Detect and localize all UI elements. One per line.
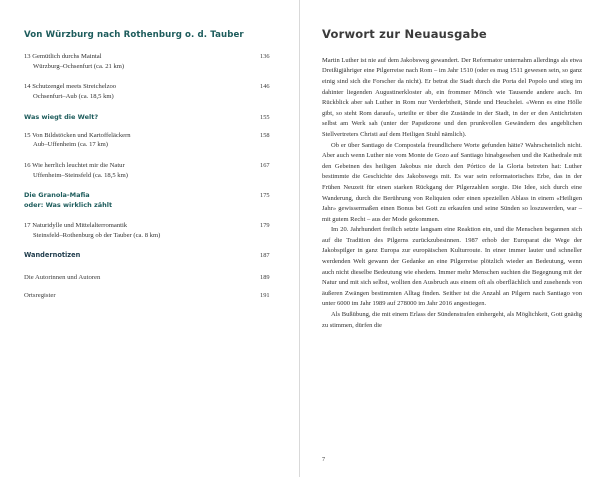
toc-entry[interactable] (24, 52, 278, 71)
toc-entry[interactable] (24, 161, 278, 180)
toc-entry-labels (24, 113, 260, 122)
toc-entry-labels (24, 273, 260, 283)
toc-entry-subtitle: oder: Was wirklich zählt (24, 200, 113, 209)
toc-entry-title: 16 Wie herrlich leuchtet mir die Natur (24, 162, 125, 170)
toc-entry-labels (24, 291, 260, 301)
toc-entry-labels (24, 131, 260, 150)
toc-entry-page: 167 (260, 162, 270, 170)
paragraph: Ob er über Santiago de Compostela freundlichere Worte gefunden hätte? Wahrscheinlich nicht. Aber auch wenn Luther nie vom Monte de Gozo auf Santiago hinabgesehen und die Kathedrale mit den Gebeinen des heiligen Jakobus nie durch den Pórtico de la Gloria betreten hat: Luther bestimmte die Geschichte des Jakobswegs mit. Es war sein reformatorisches Erbe, das in der Frühen Neuzeit für einen starken Rückgang der Pilgerzahlen sorgte. Die Idee, sich durch eine Wanderung, durch die Berührung von Reliquien oder einen speziellen Ablass in einem «Heiligen Jahr» gewissermaßen einen Bonus bei Gott zu erkaufen und seine Sünden so loszuwerden, war – mit gutem Recht – aus der Mode gekommen. (322, 141, 582, 223)
toc-entry[interactable] (24, 221, 278, 240)
toc-entry-subtitle: Würzburg–Ochsenfurt (ca. 21 km) (33, 62, 125, 70)
toc-entry-backmatter[interactable] (24, 273, 278, 283)
toc-entry-interlude[interactable] (24, 191, 278, 210)
toc-entry-backmatter[interactable] (24, 291, 278, 301)
paragraph: Martin Luther ist nie auf dem Jakobsweg gewandert. Der Reformator unternahm allerdings als etwa Dreißigjähriger eine Pilgerreise nach Rom – im Jahr 1510 (oder es mag 1511 gewesen sein, so ganz einig sind sich die Forscher da nicht). Er betrat die Stadt durch die Porta del Popolo und stieg im dahinter liegenden Augustinerkloster ab, ein frommer Mönch wie Tausende andere auch. Im Rückblick aber sah Luther in Rom nur Verderbtheit, Sünde und Heuchelei. «Wenn es eine Hölle gibt, so steht Rom darauf», urteilte er über die Zustände in der Stadt, in der er den Antichristen selbst am Werk sah (unter der Papstkrone und den prunkvollen Gewändern des angeblichen Stellvertreters Christi auf dem Heiligen Stuhl nämlich). (322, 56, 582, 138)
page-title: Vorwort zur Neuausgabe (322, 27, 487, 41)
toc-entry-labels (24, 52, 260, 71)
toc-entry-labels (24, 82, 260, 101)
toc-entry-title: 14 Schutzengel meets Streichelzoo (24, 83, 117, 91)
foreword-page (300, 0, 600, 477)
toc-entry[interactable] (24, 82, 278, 101)
toc-entry-page: 155 (260, 113, 270, 121)
toc-entry-labels (24, 161, 260, 180)
toc-entry-page: 187 (260, 252, 270, 260)
toc-entry-page: 146 (260, 83, 270, 91)
toc-entry-subtitle: Uffenheim–Steinsfeld (ca. 18,5 km) (33, 171, 128, 179)
toc-entry-page: 191 (260, 292, 270, 300)
toc-entry-labels (24, 251, 260, 261)
toc-list (24, 52, 278, 301)
toc-entry-backmatter[interactable] (24, 251, 278, 261)
toc-entry-title: Wandernotizen (24, 251, 81, 260)
toc-entry-labels (24, 191, 260, 210)
toc-entry-title: 17 Naturidylle und Mittelalterromantik (24, 221, 128, 229)
toc-entry-labels (24, 221, 260, 240)
page-gutter-divider (299, 0, 300, 477)
toc-entry-subtitle: Ochsenfurt–Aub (ca. 18,5 km) (33, 92, 114, 100)
toc-entry-title: Ortsregister (24, 292, 56, 300)
paragraph: Im 20. Jahrhundert freilich setzte langsam eine Reaktion ein, und die Menschen begannen sich auf die Tradition des Pilgerns zurückzubesinnen. 1987 erhob der Europarat die Wege der Jakobspilger in ganz Europa zur europäischen Kulturroute. In einer immer lauter und schneller werdenden Welt gewann der Gedanke an eine Pilgerreise plötzlich wieder an Bedeutung, wenn auch nicht dieselbe Bedeutung wie ehedem. Immer mehr Menschen suchten die Begegnung mit der Natur und mit sich selbst, wollten den Ausbruch aus einem oft als oberflächlich und zusehends von äußeren Zwängen bestimmten Alltag finden. Seither ist die Anzahl an Pilgern nach Santiago von unter 6000 im Jahr 1989 auf 278000 im Jahr 2016 angestiegen. (322, 226, 582, 308)
toc-entry-page: 136 (260, 53, 270, 61)
toc-entry-subtitle: Steinsfeld–Rothenburg ob der Tauber (ca. 8 km) (33, 231, 161, 239)
toc-entry-title: Die Granola-Mafia (24, 191, 90, 200)
toc-entry-page: 189 (260, 273, 270, 281)
toc-entry[interactable] (24, 131, 278, 150)
toc-entry-title: Was wiegt die Welt? (24, 112, 99, 121)
paragraph: Als Bußübung, die mit einem Erlass der Sündenstrafen einhergeht, als Möglichkeit, Gott gnädig zu stimmen, dürfen die (322, 311, 582, 329)
toc-section-title: Von Würzburg nach Rothenburg o. d. Tauber (24, 30, 244, 40)
page-folio: 7 (322, 456, 326, 463)
toc-entry-interlude[interactable] (24, 113, 278, 122)
toc-entry-title: 13 Gemütlich durchs Maintal (24, 53, 102, 61)
toc-entry-title: 15 Von Bildstöcken und Kartoffeläckern (24, 131, 131, 139)
toc-entry-title: Die Autorinnen und Autoren (24, 273, 101, 281)
foreword-body (322, 56, 582, 331)
toc-entry-page: 179 (260, 221, 270, 229)
toc-entry-page: 175 (260, 192, 270, 200)
toc-entry-subtitle: Aub–Uffenheim (ca. 17 km) (33, 141, 108, 149)
toc-entry-page: 158 (260, 131, 270, 139)
